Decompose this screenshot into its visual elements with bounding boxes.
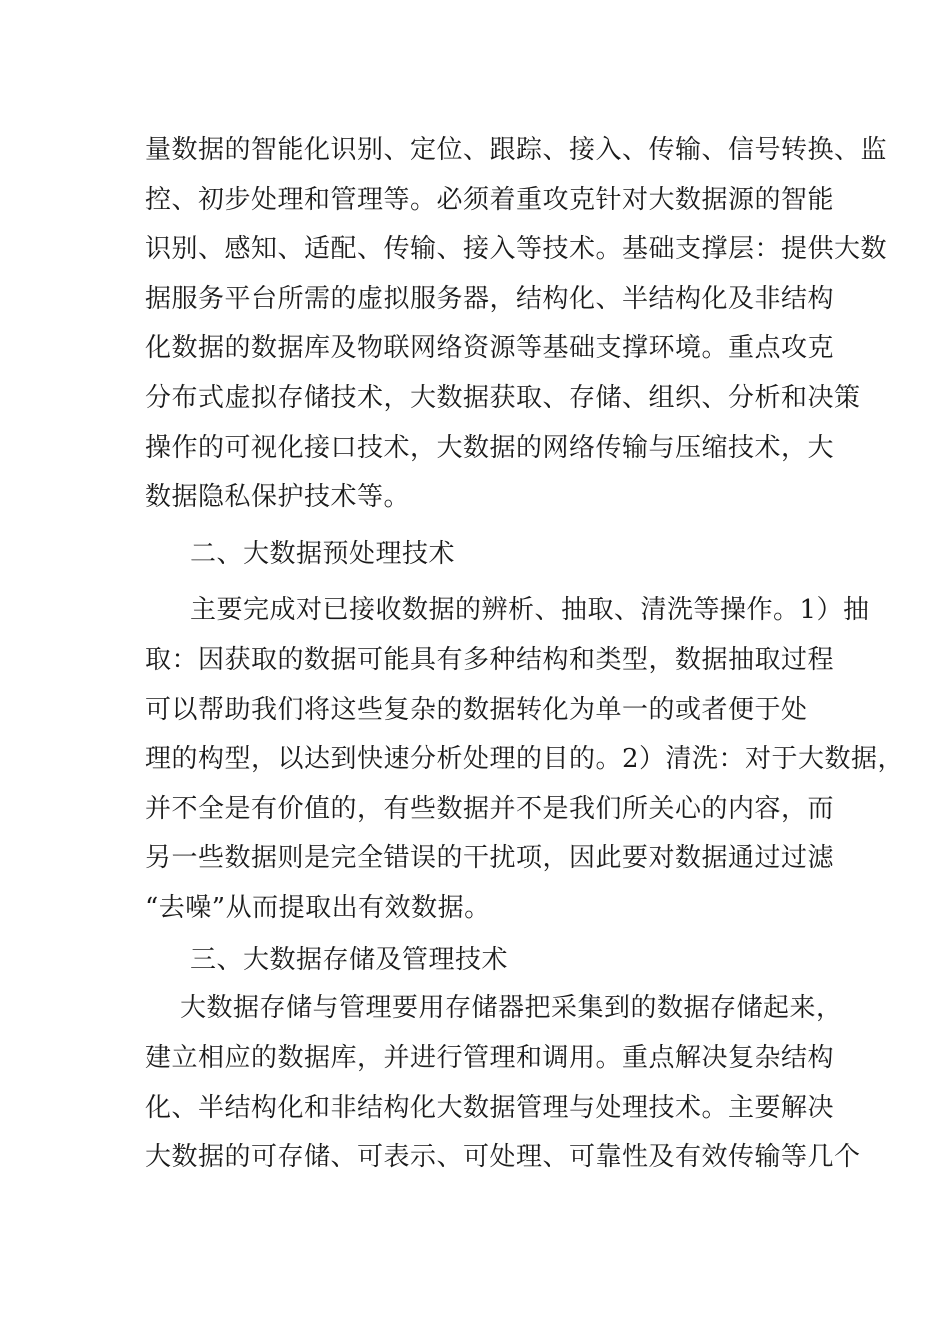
text-line: 分布式虚拟存储技术，大数据获取、存储、组织、分析和决策: [145, 383, 861, 413]
text-line: 数据隐私保护技术等。: [145, 482, 411, 512]
section-heading: 三、大数据存储及管理技术: [190, 945, 509, 975]
text-line: 识别、感知、适配、传输、接入等技术。基础支撑层：提供大数: [145, 234, 888, 264]
text-line: 主要完成对已接收数据的辨析、抽取、清洗等操作。1）抽: [190, 595, 870, 625]
text-line: 化、半结构化和非结构化大数据管理与处理技术。主要解决: [145, 1093, 835, 1123]
text-line: 量数据的智能化识别、定位、跟踪、接入、传输、信号转换、监: [145, 135, 888, 165]
text-line: 并不全是有价值的，有些数据并不是我们所关心的内容，而: [145, 794, 835, 824]
text-line: 大数据存储与管理要用存储器把采集到的数据存储起来，: [180, 993, 843, 1023]
text-line: 取：因获取的数据可能具有多种结构和类型，数据抽取过程: [145, 645, 835, 675]
text-line: 另一些数据则是完全错误的干扰项，因此要对数据通过过滤: [145, 843, 835, 873]
text-line: 理的构型，以达到快速分析处理的目的。2）清洗：对于大数据，: [145, 744, 905, 774]
text-line: 操作的可视化接口技术，大数据的网络传输与压缩技术，大: [145, 433, 835, 463]
text-line: 化数据的数据库及物联网络资源等基础支撑环境。重点攻克: [145, 333, 835, 363]
text-line: 可以帮助我们将这些复杂的数据转化为单一的或者便于处: [145, 695, 808, 725]
text-line: 大数据的可存储、可表示、可处理、可靠性及有效传输等几个: [145, 1142, 861, 1172]
text-line: 控、初步处理和管理等。必须着重攻克针对大数据源的智能: [145, 185, 835, 215]
section-heading: 二、大数据预处理技术: [190, 539, 456, 569]
text-line: “去噪”从而提取出有效数据。: [145, 893, 491, 923]
text-line: 据服务平台所需的虚拟服务器，结构化、半结构化及非结构: [145, 284, 835, 314]
text-line: 建立相应的数据库，并进行管理和调用。重点解决复杂结构: [145, 1043, 835, 1073]
